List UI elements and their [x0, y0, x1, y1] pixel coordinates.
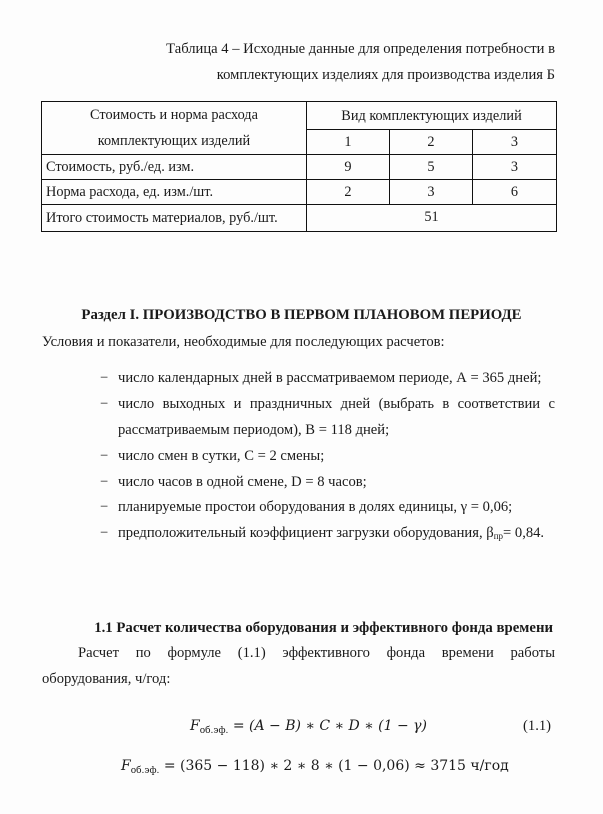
dash-bullet-icon: −	[100, 370, 109, 386]
row-label: Норма расхода, ед. изм./шт.	[42, 180, 307, 205]
header-cost-and-norm-line1: Стоимость и норма расхода	[90, 107, 258, 123]
header-col-3: 3	[473, 130, 557, 155]
section-title: Раздел I. ПРОИЗВОДСТВО В ПЕРВОМ ПЛАНОВОМ ПЕРИОДЕ	[81, 307, 522, 323]
paragraph-line-2: оборудования, ч/год:	[42, 671, 171, 687]
header-col-1: 1	[307, 130, 390, 155]
dash-bullet-icon: −	[100, 396, 109, 412]
formula-number: (1.1)	[523, 718, 551, 734]
condition-text: число календарных дней в рассматриваемом периоде, А = 365 дней;	[118, 370, 542, 386]
condition-text	[118, 525, 544, 542]
header-cost-and-norm-line2: комплектующих изделий	[97, 133, 251, 149]
cell-value: 3	[473, 155, 557, 180]
cell-value: 2	[307, 180, 390, 205]
cell-value: 3	[390, 180, 473, 205]
table-row-norm	[42, 180, 557, 205]
condition-text: планируемые простои оборудования в долях единицы, γ = 0,06;	[118, 499, 513, 515]
subsection-title: 1.1 Расчет количества оборудования и эффективного фонда времени	[94, 620, 553, 636]
table-row-total	[42, 205, 557, 232]
dash-bullet-icon: −	[100, 448, 109, 464]
condition-text: число часов в одной смене, D = 8 часов;	[118, 474, 367, 490]
beta-symbol: β	[486, 525, 494, 541]
condition-suffix: = 0,84.	[503, 525, 545, 541]
total-label: Итого стоимость материалов, руб./шт.	[42, 205, 307, 232]
header-col-2: 2	[390, 130, 473, 155]
condition-text-line2: рассматриваемым периодом), В = 118 дней;	[118, 422, 390, 438]
total-value: 51	[307, 205, 557, 232]
formula-subscript: об.эф.	[130, 766, 160, 776]
section-intro: Условия и показатели, необходимые для последующих расчетов:	[42, 334, 445, 350]
dash-bullet-icon: −	[100, 499, 109, 515]
dash-bullet-icon: −	[100, 525, 109, 541]
formula-1-1	[190, 718, 427, 736]
table-caption-line-1: Таблица 4 – Исходные данные для определения потребности в	[166, 41, 555, 57]
condition-text-line1: число выходных и праздничных дней (выбрать в соответствии с	[118, 396, 555, 412]
header-cost-and-norm	[42, 102, 307, 155]
row-label: Стоимость, руб./ед. изм.	[42, 155, 307, 180]
paragraph-line-1: Расчет по формуле (1.1) эффективного фонда времени работы	[78, 645, 555, 661]
header-component-type: Вид комплектующих изделий	[307, 102, 557, 130]
components-table	[41, 101, 557, 232]
formula-subscript: об.эф.	[199, 726, 229, 736]
condition-text: число смен в сутки, С = 2 смены;	[118, 448, 325, 464]
formula-body: = (365 − 118) ∗ 2 ∗ 8 ∗ (1 − 0,06) ≈ 3715 ч/год	[159, 758, 509, 774]
formula-calculation	[121, 758, 509, 776]
cell-value: 5	[390, 155, 473, 180]
formula-body: = (A − B) ∗ C ∗ D ∗ (1 − γ)	[228, 718, 427, 734]
formula-symbol: F	[121, 758, 131, 774]
formula-symbol: F	[190, 718, 200, 734]
cell-value: 6	[473, 180, 557, 205]
table-header-row	[42, 102, 557, 130]
dash-bullet-icon: −	[100, 474, 109, 490]
table-row-cost	[42, 155, 557, 180]
table-caption-line-2: комплектующих изделиях для производства изделия Б	[216, 67, 555, 83]
cell-value: 9	[307, 155, 390, 180]
condition-prefix: предположительный коэффициент загрузки оборудования,	[118, 525, 487, 541]
beta-subscript: пр	[493, 531, 504, 541]
